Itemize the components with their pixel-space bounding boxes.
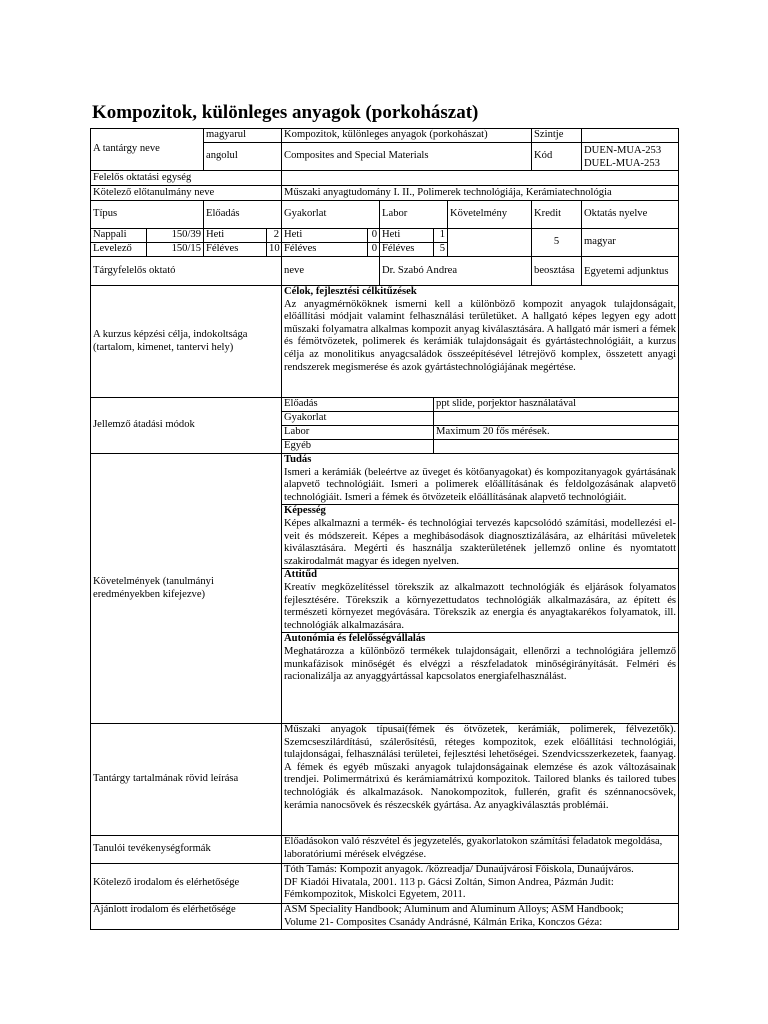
skills-text: Képes alkalmazni a termék- és technológiai tervezés kapcsolódó számítási, modellezési el-veit és módszereit. Képes a meghibásodások diagnosztizálására, az elhárítási műveletek kiválasztására. Megérti és használja szakterületének jellemző online és nyomtatott szakirodalmát magyar és idegen nyelven. bbox=[284, 517, 677, 567]
header-labor: Labor bbox=[380, 201, 448, 229]
delivery-key-2: Gyakorlat bbox=[282, 412, 434, 426]
row-content bbox=[91, 724, 679, 836]
levelezo-gy-value: 0 bbox=[368, 243, 380, 257]
goals-cell bbox=[282, 286, 679, 398]
instructor-position: Egyetemi adjunktus bbox=[582, 257, 679, 286]
recommended-literature-line: Volume 21- Composites Csanády Andrásné, Kálmán Erika, Konczos Géza: bbox=[284, 916, 603, 928]
nappali-gy-label: Heti bbox=[282, 229, 368, 243]
course-table bbox=[90, 128, 679, 930]
kredit-value: 5 bbox=[532, 229, 582, 257]
goals-heading: Célok, fejlesztési célkitűzések bbox=[284, 286, 417, 297]
label-course-name: A tantárgy neve bbox=[91, 129, 204, 171]
label-required-literature: Kötelező irodalom és elérhetősége bbox=[91, 864, 282, 904]
course-name-en: Composites and Special Materials bbox=[282, 143, 532, 171]
delivery-key-4: Egyéb bbox=[282, 440, 434, 454]
autonomy-text: Meghatározza a különböző termékek tulajdonságait, ellenőrzi a technológiára jellemző munkafázisok minőségét és elvégzi a részfeladatok minőségirányítását. Felméri és racionalizálja az anyaggyártással kapcsolatos energiafelhasználást. bbox=[284, 645, 677, 683]
row-felelos-egyseg bbox=[91, 171, 679, 186]
knowledge-heading: Tudás bbox=[284, 454, 312, 465]
header-tipus: Típus bbox=[91, 201, 204, 229]
label-instructor: Tárgyfelelős oktató bbox=[91, 257, 282, 286]
delivery-key-1: Előadás bbox=[282, 398, 434, 412]
label-content: Tantárgy tartalmának rövid leírása bbox=[91, 724, 282, 836]
course-name-hu: Kompozitok, különleges anyagok (porkohászat) bbox=[282, 129, 532, 143]
row-requirements bbox=[91, 454, 679, 724]
header-kredit: Kredit bbox=[532, 201, 582, 229]
responsible-unit-value bbox=[282, 171, 679, 186]
label-recommended-literature: Ajánlott irodalom és elérhetősége bbox=[91, 904, 282, 930]
levelezo-hours: 150/15 bbox=[147, 243, 204, 257]
prerequisite-value: Műszaki anyagtudomány I. II., Polimerek technológiája, Kerámiatechnológia bbox=[282, 186, 679, 201]
label-activities: Tanulói tevékenységformák bbox=[91, 836, 282, 864]
required-literature-line: DF Kiadói Hivatala, 2001. 113 p. Gácsi Zoltán, Simon Andrea, Pázmán Judit: bbox=[284, 876, 614, 888]
delivery-value-3: Maximum 20 fős mérések. bbox=[434, 426, 679, 440]
recommended-literature-cell bbox=[282, 904, 679, 930]
attitude-section bbox=[282, 568, 678, 632]
header-eloadas: Előadás bbox=[204, 201, 282, 229]
label-szintje: Szintje bbox=[532, 129, 582, 143]
levelezo-lab-value: 5 bbox=[434, 243, 448, 257]
delivery-value-2 bbox=[434, 412, 679, 426]
autonomy-heading: Autonómia és felelősségvállalás bbox=[284, 633, 426, 645]
nappali-ea-label: Heti bbox=[204, 229, 267, 243]
attitude-heading: Attitűd bbox=[284, 569, 317, 581]
kovetelmeny-value bbox=[448, 229, 532, 257]
label-instructor-name: neve bbox=[282, 257, 380, 286]
label-lang-hu: magyarul bbox=[204, 129, 282, 143]
header-nyelv: Oktatás nyelve bbox=[582, 201, 679, 229]
label-requirements: Követelmények (tanulmányi eredményekben kifejezve) bbox=[91, 454, 282, 724]
language-value: magyar bbox=[582, 229, 679, 257]
row-prerequisite bbox=[91, 186, 679, 201]
header-gyakorlat: Gyakorlat bbox=[282, 201, 380, 229]
row-required-literature bbox=[91, 864, 679, 904]
nappali-ea-value: 2 bbox=[267, 229, 282, 243]
requirements-cell bbox=[282, 454, 679, 724]
row-activities bbox=[91, 836, 679, 864]
levelezo-ea-value: 10 bbox=[267, 243, 282, 257]
row-name-hu bbox=[91, 129, 679, 143]
label-nappali: Nappali bbox=[91, 229, 147, 243]
delivery-key-3: Labor bbox=[282, 426, 434, 440]
delivery-value-1: ppt slide, porjektor használatával bbox=[434, 398, 679, 412]
label-levelezo: Levelező bbox=[91, 243, 147, 257]
label-lang-en: angolul bbox=[204, 143, 282, 171]
knowledge-section bbox=[282, 454, 678, 504]
row-delivery-1 bbox=[91, 398, 679, 412]
levelezo-gy-label: Féléves bbox=[282, 243, 368, 257]
label-goals: A kurzus képzési célja, indokoltsága (tartalom, kimenet, tantervi hely) bbox=[91, 286, 282, 398]
goals-text: Az anyagmérnököknek ismerni kell a különböző kompozit anyagok tulajdonságait, előállítási módjait valamint felhasználási területüket. A hallgató képes legyen egy adott műszaki folyamatra alkalmas kompozit anyag kiválasztására. A hallgató már ismeri a fémek és fémötvözetek, polimerek és kerámiák tulajdonságait és gyártástechnológiáit, a kurzus célja az monolitikus anyagcsaládok összeépítésével létrejövő komplex, összetett anyagi rendszerek megismerése és azok gyártástechnológiájának megértése. bbox=[284, 298, 677, 373]
row-goals bbox=[91, 286, 679, 398]
activities-text: Előadásokon való részvétel és jegyzetelés, gyakorlatokon számítási feladatok megoldása, laboratóriumi mérések elvégzése. bbox=[282, 836, 679, 864]
knowledge-text: Ismeri a kerámiák (beleértve az üveget és kötőanyagokat) és kompozitanyagok gyártásának alapvető technológiáit. Ismeri a polimerek előállításának és feldolgozásának alapvető technológiáit. Ismeri a fémek és ötvözeteik előállításának alapvető technológiáit. bbox=[284, 466, 677, 503]
label-position: beosztása bbox=[532, 257, 582, 286]
levelezo-ea-label: Féléves bbox=[204, 243, 267, 257]
content-text: Műszaki anyagok típusai(fémek és ötvözetek, kerámiák, polimerek, félvezetők). Szemcseszilárdítású, szálerősítésű, réteges kompozitok, ezek előállítási technológiái, tulajdonságai, felhasználási területei, fejlesztési lehetőségei. Szendvicsszerkezetek, faanyag. A fémek és egyéb műszaki anyagok tulajdonságainak elemzése és azok változásainak trendjei. Polimermátrixú és kerámiamátrixú kompozitok. Tailored blanks és tailored tubes technológiák és alkalmazások. Nanokompozitok, fullerén, grafit és szénnanocsövek, kerámia nanocsövek és részecskék gyártása. Az anyagkiválasztás problémái. bbox=[282, 724, 679, 836]
row-recommended-literature bbox=[91, 904, 679, 930]
levelezo-lab-label: Féléves bbox=[380, 243, 434, 257]
autonomy-section bbox=[282, 632, 678, 683]
delivery-value-4 bbox=[434, 440, 679, 454]
required-literature-line: Fémkompozitok, Miskolci Egyetem, 2011. bbox=[284, 889, 466, 901]
szintje-value bbox=[582, 129, 679, 143]
recommended-literature-line: ASM Speciality Handbook; Aluminum and Aluminum Alloys; ASM Handbook; bbox=[284, 904, 624, 915]
row-instructor bbox=[91, 257, 679, 286]
attitude-text: Kreatív megközelítéssel törekszik az alkalmazott technológiák és eljárások folyamatos fejlesztésére. Törekszik a környezettudatos technológiák alkalmazására, az épített és természeti környezet megóvására. Törekszik az energia és anyagtakarékos folyamatok, ill. technológiák alkalmazására. bbox=[284, 581, 677, 631]
label-responsible-unit: Felelős oktatási egység bbox=[91, 171, 282, 186]
row-types-header bbox=[91, 201, 679, 229]
instructor-name: Dr. Szabó Andrea bbox=[380, 257, 532, 286]
skills-heading: Képesség bbox=[284, 505, 326, 517]
nappali-gy-value: 0 bbox=[368, 229, 380, 243]
course-codes bbox=[582, 143, 679, 171]
label-delivery: Jellemző átadási módok bbox=[91, 398, 282, 454]
required-literature-cell bbox=[282, 864, 679, 904]
nappali-hours: 150/39 bbox=[147, 229, 204, 243]
skills-section bbox=[282, 504, 678, 568]
label-prerequisite: Kötelező előtanulmány neve bbox=[91, 186, 282, 201]
required-literature-line: Tóth Tamás: Kompozit anyagok. /közreadja/ Dunaújvárosi Főiskola, Dunaújváros. bbox=[284, 864, 634, 875]
course-code-2: DUEL-MUA-253 bbox=[584, 157, 660, 169]
nappali-lab-value: 1 bbox=[434, 229, 448, 243]
label-kod: Kód bbox=[532, 143, 582, 171]
header-kovetelmeny: Követelmény bbox=[448, 201, 532, 229]
course-code-1: DUEN-MUA-253 bbox=[584, 144, 662, 156]
nappali-lab-label: Heti bbox=[380, 229, 434, 243]
document-title: Kompozitok, különleges anyagok (porkohászat) bbox=[92, 102, 479, 123]
row-nappali bbox=[91, 229, 679, 243]
